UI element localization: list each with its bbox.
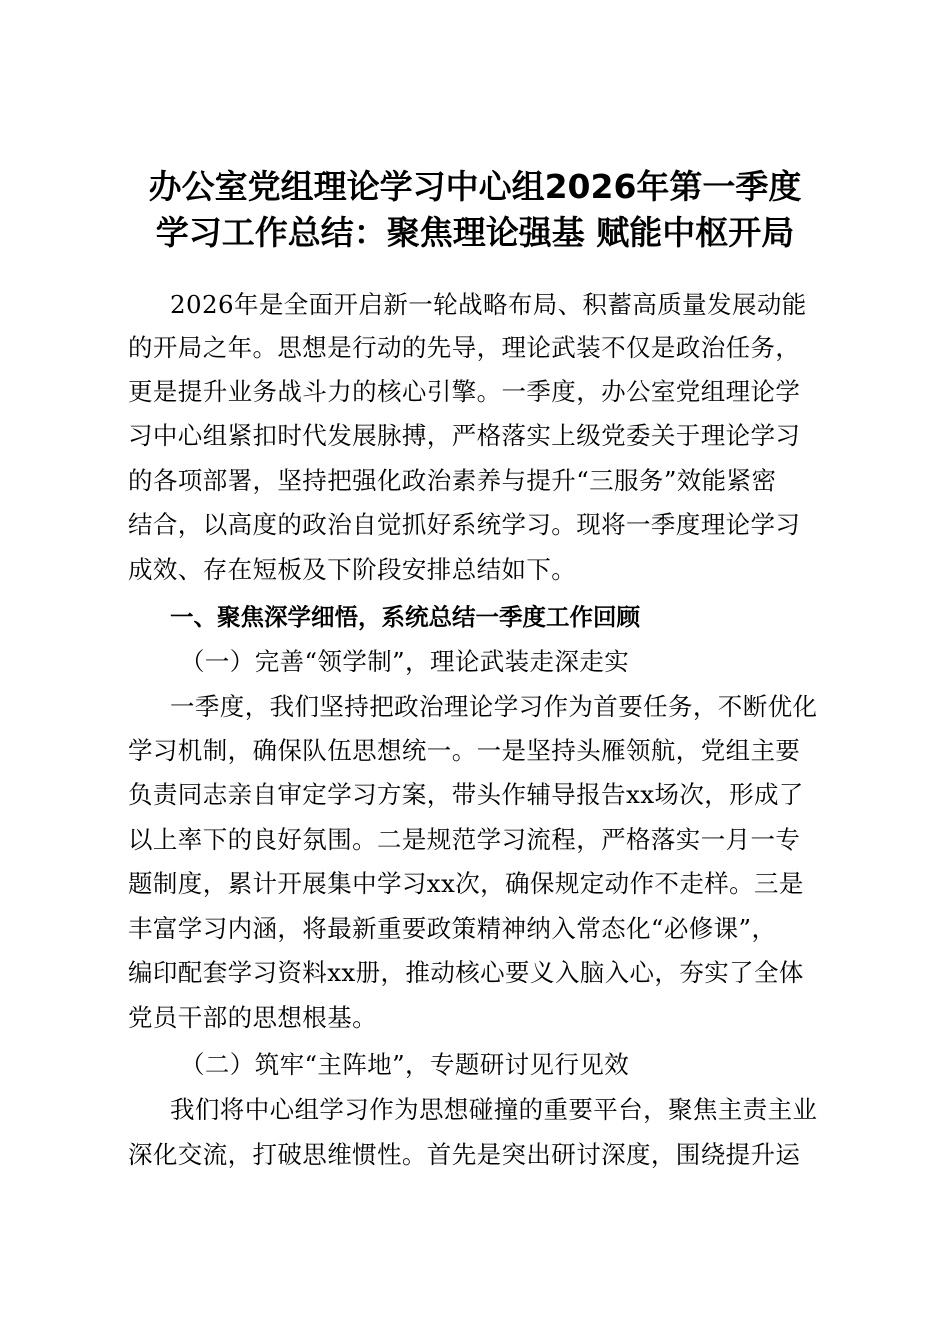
document-title-line-1: 办公室党组理论学习中心组2026年第一季度	[148, 167, 802, 206]
body-line: 以上率下的良好氛围。二是规范学习流程，严格落实一月一专	[128, 825, 801, 854]
body-line: 题制度，累计开展集中学习xx次，确保规定动作不走样。三是	[128, 869, 804, 898]
body-line: 学习机制，确保队伍思想统一。一是坚持头雁领航，党组主要	[128, 736, 801, 765]
body-line: 我们将中心组学习作为思想碰撞的重要平台，聚焦主责主业	[170, 1095, 818, 1124]
intro-line: 更是提升业务战斗力的核心引擎。一季度，办公室党组理论学	[128, 377, 801, 406]
intro-line: 的各项部署，坚持把强化政治素养与提升“三服务”效能紧密	[128, 466, 777, 495]
document-title-line-2: 学习工作总结：聚焦理论强基 赋能中枢开局	[155, 213, 795, 252]
intro-line: 习中心组紧扣时代发展脉搏，严格落实上级党委关于理论学习	[128, 421, 801, 450]
body-line: 丰富学习内涵，将最新重要政策精神纳入常态化“必修课”，	[128, 914, 777, 943]
body-line: 编印配套学习资料xx册，推动核心要义入脑入心，夯实了全体	[128, 958, 804, 987]
intro-line: 的开局之年。思想是行动的先导，理论武装不仅是政治任务，	[128, 333, 801, 362]
body-line: 党员干部的思想根基。	[128, 1003, 377, 1032]
subsection-heading: （一）完善“领学制”，理论武装走深走实	[180, 647, 630, 676]
body-line: 一季度，我们坚持把政治理论学习作为首要任务，不断优化	[170, 692, 818, 721]
body-line: 负责同志亲自审定学习方案，带头作辅导报告xx场次，形成了	[128, 780, 804, 809]
intro-line: 成效、存在短板及下阶段安排总结如下。	[128, 555, 577, 584]
intro-line: 结合，以高度的政治自觉抓好系统学习。现将一季度理论学习	[128, 510, 801, 539]
intro-line: 2026年是全面开启新一轮战略布局、积蓄高质量发展动能	[170, 290, 807, 319]
subsection-heading: （二）筑牢“主阵地”，专题研讨见行见效	[180, 1050, 630, 1079]
section-heading: 一、聚焦深学细悟，系统总结一季度工作回顾	[170, 603, 640, 631]
body-line: 深化交流，打破思维惯性。首先是突出研讨深度，围绕提升运	[128, 1140, 801, 1169]
